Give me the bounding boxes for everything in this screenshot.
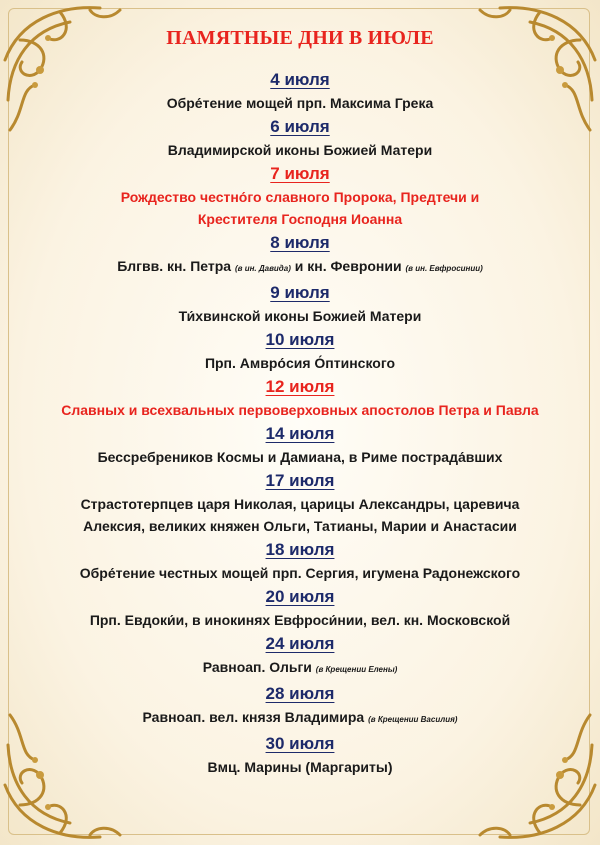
entry-note: (в Крещении Елены) — [315, 665, 398, 674]
entry-date: 24 июля — [265, 634, 335, 653]
list-item — [0, 468, 600, 537]
list-item — [0, 631, 600, 681]
entry-text: Рождество честно́го славного Пророка, Предтечи и — [120, 189, 480, 205]
list-item — [0, 537, 600, 584]
entry-date: 30 июля — [265, 734, 335, 753]
page-title: ПАМЯТНЫЕ ДНИ В ИЮЛЕ — [166, 27, 434, 49]
list-item — [0, 421, 600, 468]
entry-text — [0, 656, 600, 681]
entry-date: 7 июля — [270, 164, 330, 183]
entry-text: Бессребреников Космы и Дамиана, в Риме пострада́вших — [97, 449, 503, 465]
entry-date: 18 июля — [265, 540, 335, 559]
entry-text-part: Равноап. вел. князя Владимира — [142, 709, 369, 725]
entry-text-part: Блгвв. кн. Петра — [117, 258, 235, 274]
list-item — [0, 374, 600, 421]
entry-note: (в ин. Давида) — [234, 264, 291, 273]
entry-note: (в ин. Евфросинии) — [405, 264, 483, 273]
list-item — [0, 681, 600, 731]
list-item — [0, 161, 600, 230]
entry-text — [0, 255, 600, 280]
entry-text: Владимирской иконы Божией Матери — [167, 142, 433, 158]
list-item — [0, 67, 600, 114]
entry-text: Страстотерпцев царя Николая, царицы Александры, царевича — [80, 496, 520, 512]
entry-text: Крестителя Господня Иоанна — [197, 211, 403, 227]
list-item — [0, 114, 600, 161]
entry-date: 20 июля — [265, 587, 335, 606]
entry-text: Ти́хвинской иконы Божией Матери — [178, 308, 422, 324]
entry-text — [0, 706, 600, 731]
memorial-days-list — [0, 67, 600, 778]
entry-date: 9 июля — [270, 283, 330, 302]
entry-text: Прп. Амвро́сия О́птинского — [204, 355, 396, 371]
entry-date: 14 июля — [265, 424, 335, 443]
list-item — [0, 327, 600, 374]
entry-text: Обре́тение честных мощей прп. Сергия, игумена Радонежского — [79, 565, 521, 581]
list-item — [0, 230, 600, 280]
entry-text: Славных и всехвальных первоверховных апостолов Петра и Павла — [61, 402, 539, 418]
entry-date: 8 июля — [270, 233, 330, 252]
entry-text: Обре́тение мощей прп. Максима Грека — [166, 95, 434, 111]
list-item — [0, 731, 600, 778]
entry-date: 28 июля — [265, 684, 335, 703]
entry-date: 12 июля — [265, 377, 335, 396]
entry-text: Вмц. Марины (Маргариты) — [207, 759, 393, 775]
entry-date: 17 июля — [265, 471, 335, 490]
entry-date: 10 июля — [265, 330, 335, 349]
entry-note: (в Крещении Василия) — [368, 715, 458, 724]
list-item — [0, 280, 600, 327]
entry-text-part: Равноап. Ольги — [202, 659, 316, 675]
entry-text-part: и кн. Февронии — [290, 258, 406, 274]
entry-text: Прп. Евдоки́и, в инокинях Евфроси́нии, вел. кн. Московской — [89, 612, 511, 628]
entry-text: Алексия, великих княжен Ольги, Татианы, Марии и Анастасии — [83, 518, 517, 534]
entry-date: 6 июля — [270, 117, 330, 136]
list-item — [0, 584, 600, 631]
entry-date: 4 июля — [270, 70, 330, 89]
